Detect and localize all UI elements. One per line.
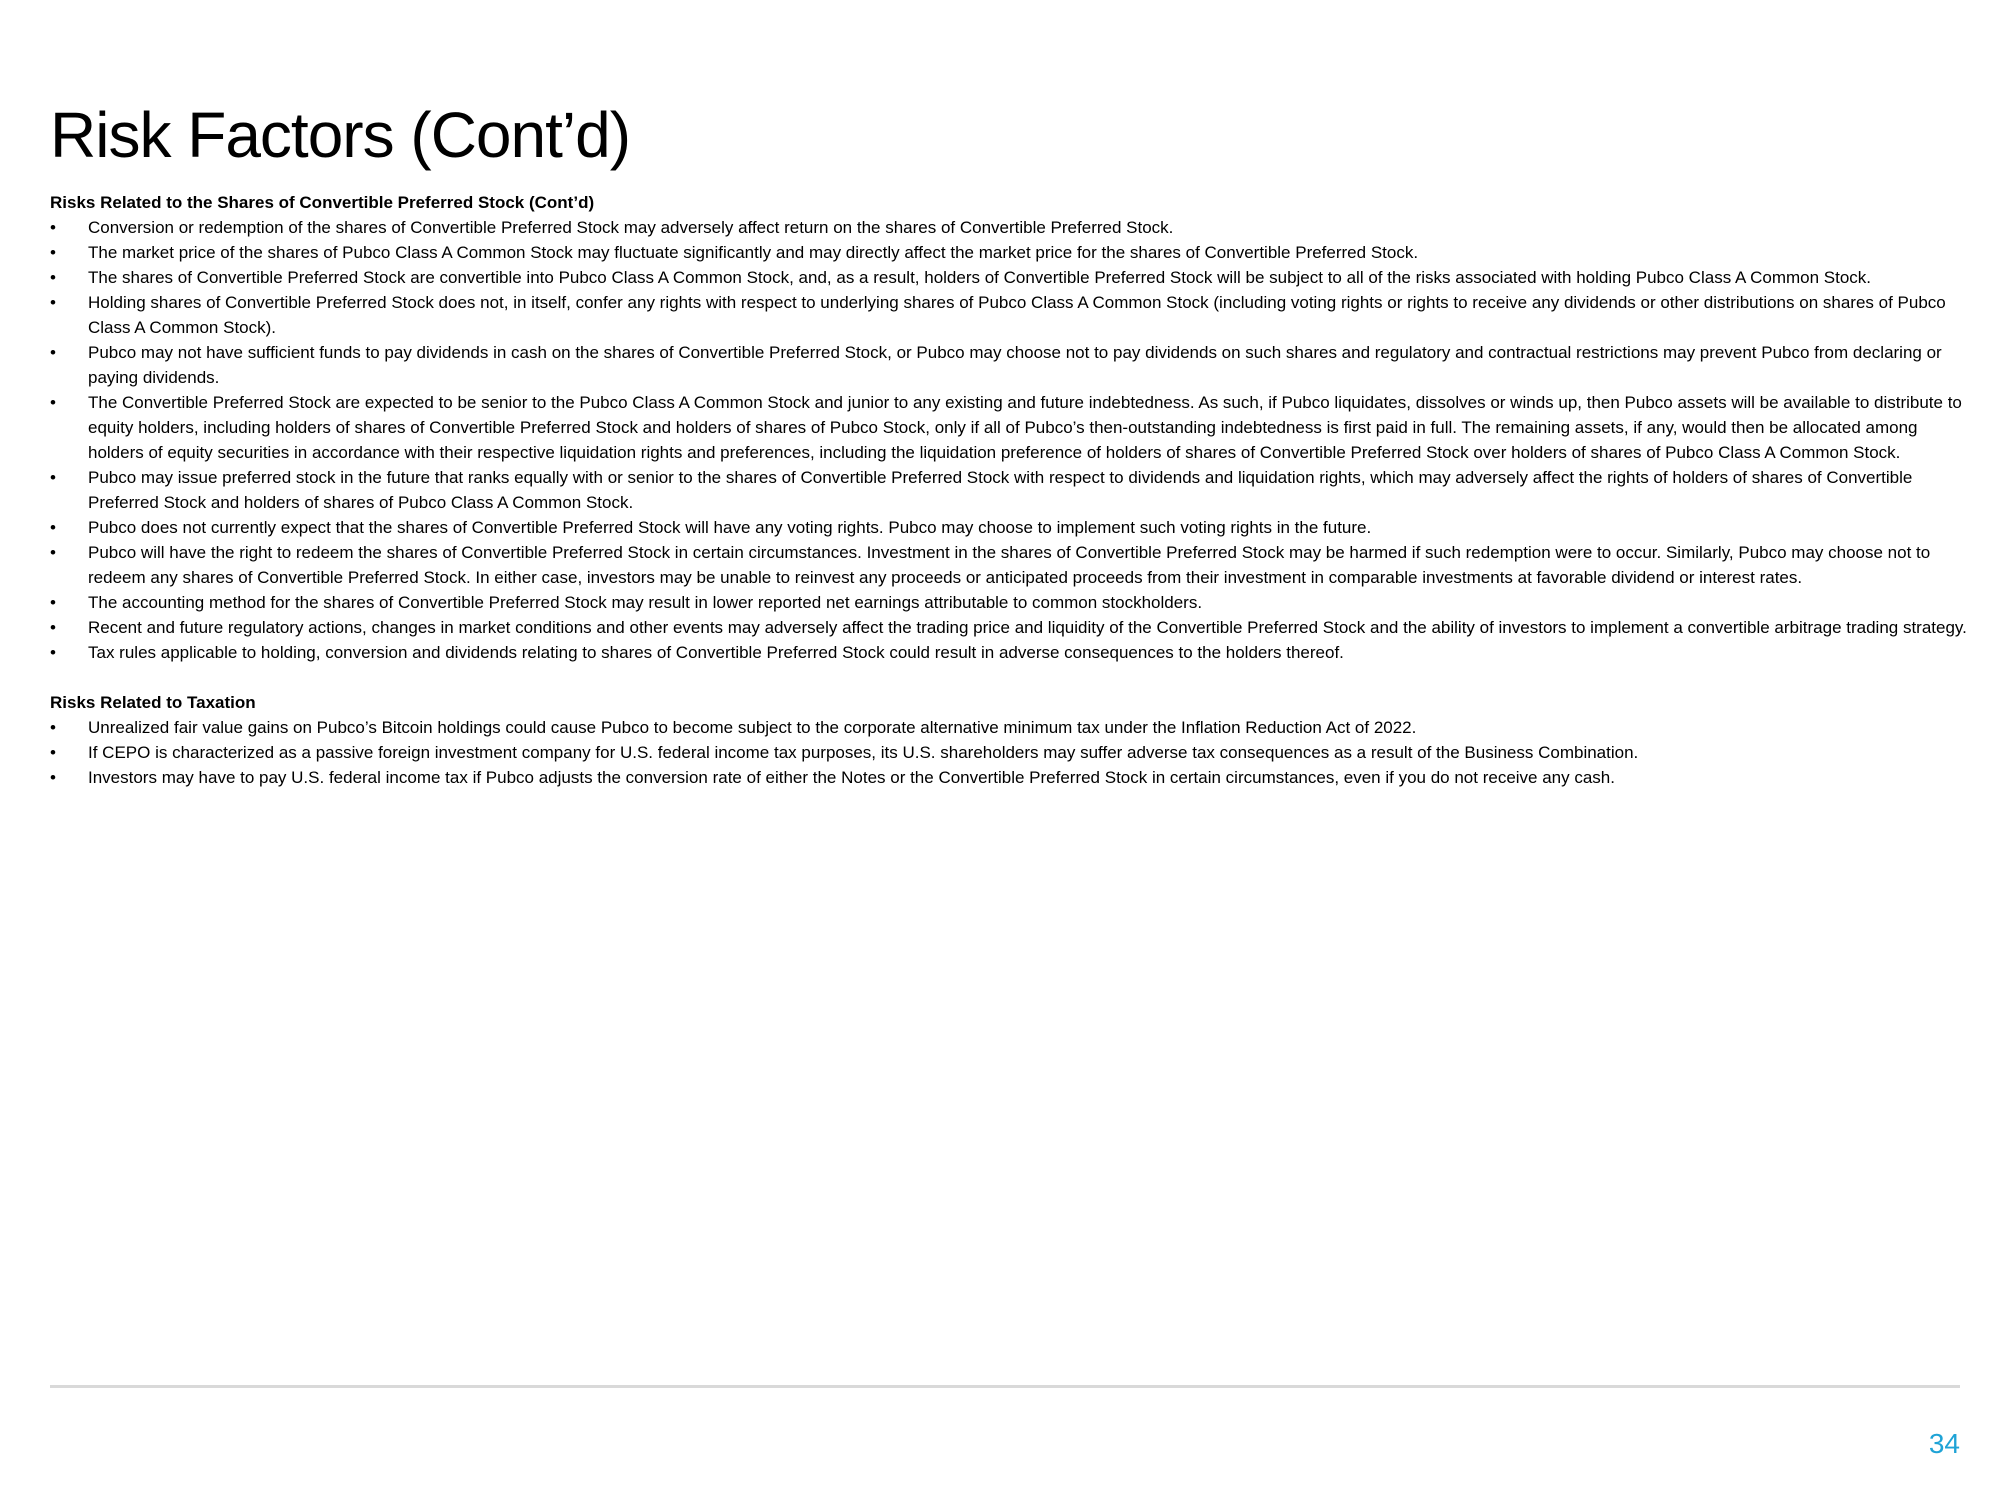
list-item xyxy=(50,715,1975,740)
bullet-text: The market price of the shares of Pubco Class A Common Stock may fluctuate significantly and may directly affect the market price for the shares of Convertible Preferred Stock. xyxy=(88,243,1419,262)
list-item xyxy=(50,540,1975,590)
bullet-text: If CEPO is characterized as a passive foreign investment company for U.S. federal income tax purposes, its U.S. shareholders may suffer adverse tax consequences as a result of the Business Combination. xyxy=(88,743,1639,762)
bullet-text: The Convertible Preferred Stock are expected to be senior to the Pubco Class A Common Stock and junior to any existing and future indebtedness. As such, if Pubco liquidates, dissolves or winds up, then Pubco assets will be available to distribute to equity holders, including holders of shares of Convertible Preferred Stock and holders of shares of Pubco Stock, only if all of Pubco’s then-outstanding indebtedness is first paid in full. The remaining assets, if any, would then be allocated among holders of equity securities in accordance with their respective liquidation rights and preferences, including the liquidation preference of holders of shares of Convertible Preferred Stock over holders of shares of Pubco Class A Common Stock. xyxy=(88,393,1962,462)
slide-title: Risk Factors (Cont’d) xyxy=(50,99,630,171)
bullet-text: Tax rules applicable to holding, conversion and dividends relating to shares of Convertible Preferred Stock could result in adverse consequences to the holders thereof. xyxy=(88,643,1344,662)
section-heading: Risks Related to the Shares of Convertible Preferred Stock (Cont’d) xyxy=(50,193,595,212)
bullet-marker: • xyxy=(50,593,56,612)
bullet-list xyxy=(50,715,1975,790)
bullet-text: Recent and future regulatory actions, changes in market conditions and other events may adversely affect the trading price and liquidity of the Convertible Preferred Stock and the ability of investors to implement a convertible arbitrage trading strategy. xyxy=(88,618,1967,637)
list-item xyxy=(50,390,1975,465)
bullet-text: Pubco may not have sufficient funds to pay dividends in cash on the shares of Convertible Preferred Stock, or Pubco may choose not to pay dividends on such shares and regulatory and contractual restrictions may prevent Pubco from declaring or paying dividends. xyxy=(88,343,1942,387)
bullet-marker: • xyxy=(50,243,56,262)
list-item xyxy=(50,465,1975,515)
page-number: 34 xyxy=(1928,1428,1960,1459)
list-item xyxy=(50,640,1975,665)
bullet-marker: • xyxy=(50,543,56,562)
bullet-text: Holding shares of Convertible Preferred Stock does not, in itself, confer any rights with respect to underlying shares of Pubco Class A Common Stock (including voting rights or rights to receive any dividends or other distributions on shares of Pubco Class A Common Stock). xyxy=(88,293,1946,337)
bullet-marker: • xyxy=(50,768,56,787)
bullet-marker: • xyxy=(50,643,56,662)
bullet-marker: • xyxy=(50,393,56,412)
list-item xyxy=(50,615,1975,640)
section-convertible-preferred-stock xyxy=(50,190,1975,665)
list-item xyxy=(50,590,1975,615)
list-item xyxy=(50,265,1975,290)
list-item xyxy=(50,765,1975,790)
list-item xyxy=(50,240,1975,265)
list-item xyxy=(50,515,1975,540)
bullet-text: Investors may have to pay U.S. federal income tax if Pubco adjusts the conversion rate of either the Notes or the Convertible Preferred Stock in certain circumstances, even if you do not receive any cash. xyxy=(88,768,1615,787)
bullet-marker: • xyxy=(50,343,56,362)
bullet-marker: • xyxy=(50,218,56,237)
bullet-marker: • xyxy=(50,293,56,312)
list-item xyxy=(50,215,1975,240)
bullet-marker: • xyxy=(50,268,56,287)
bullet-marker: • xyxy=(50,468,56,487)
list-item xyxy=(50,740,1975,765)
list-item xyxy=(50,290,1975,340)
risk-factors-content xyxy=(50,190,1975,790)
bullet-marker: • xyxy=(50,618,56,637)
bullet-text: The shares of Convertible Preferred Stock are convertible into Pubco Class A Common Stock, and, as a result, holders of Convertible Preferred Stock will be subject to all of the risks associated with holding Pubco Class A Common Stock. xyxy=(88,268,1872,287)
section-spacer xyxy=(50,665,1975,690)
bullet-text: Pubco will have the right to redeem the shares of Convertible Preferred Stock in certain circumstances. Investment in the shares of Convertible Preferred Stock may be harmed if such redemption were to occur. Similarly, Pubco may choose not to redeem any shares of Convertible Preferred Stock. In either case, investors may be unable to reinvest any proceeds or anticipated proceeds from their investment in comparable investments at favorable dividend or interest rates. xyxy=(88,543,1931,587)
bullet-text: Pubco may issue preferred stock in the future that ranks equally with or senior to the shares of Convertible Preferred Stock with respect to dividends and liquidation rights, which may adversely affect the rights of holders of shares of Convertible Preferred Stock and holders of shares of Pubco Class A Common Stock. xyxy=(88,468,1913,512)
section-heading: Risks Related to Taxation xyxy=(50,693,256,712)
bullet-text: Pubco does not currently expect that the shares of Convertible Preferred Stock will have any voting rights. Pubco may choose to implement such voting rights in the future. xyxy=(88,518,1372,537)
section-taxation xyxy=(50,690,1975,790)
bullet-marker: • xyxy=(50,518,56,537)
bullet-text: Unrealized fair value gains on Pubco’s Bitcoin holdings could cause Pubco to become subject to the corporate alternative minimum tax under the Inflation Reduction Act of 2022. xyxy=(88,718,1417,737)
bullet-list xyxy=(50,215,1975,665)
bullet-text: The accounting method for the shares of Convertible Preferred Stock may result in lower reported net earnings attributable to common stockholders. xyxy=(88,593,1203,612)
bullet-marker: • xyxy=(50,743,56,762)
footer-divider xyxy=(50,1385,1960,1388)
bullet-marker: • xyxy=(50,718,56,737)
bullet-text: Conversion or redemption of the shares of Convertible Preferred Stock may adversely affect return on the shares of Convertible Preferred Stock. xyxy=(88,218,1174,237)
list-item xyxy=(50,340,1975,390)
